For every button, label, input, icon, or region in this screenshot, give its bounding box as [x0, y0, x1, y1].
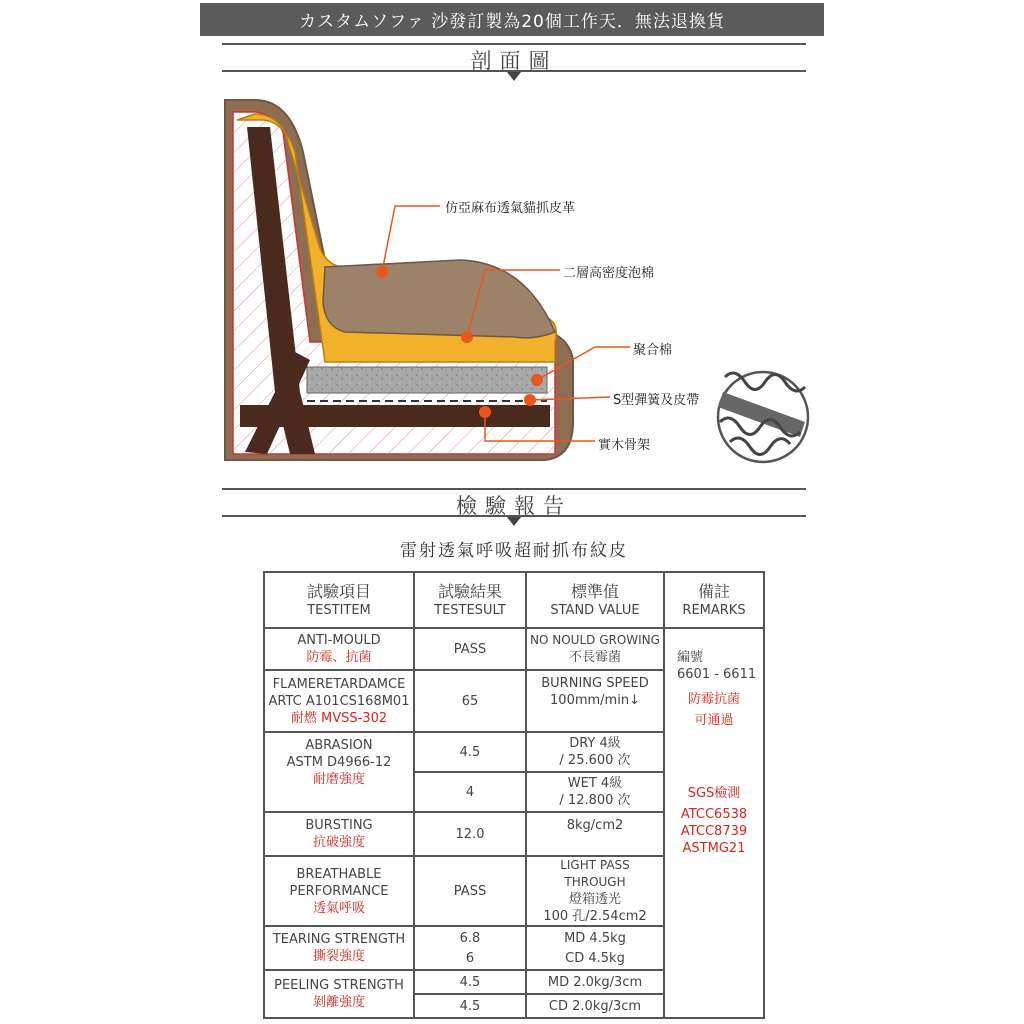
test-item-cell: TEARING STRENGTH 撕裂強度 — [264, 926, 414, 970]
standard-cell: MD 4.5kg CD 4.5kg — [526, 926, 664, 970]
standard-cell: WET 4級 / 12.800 次 — [526, 772, 664, 812]
standard-cell: MD 2.0kg/3cm — [526, 970, 664, 994]
result-cell: PASS — [414, 856, 526, 926]
callout-frame: 實木骨架 — [598, 438, 651, 453]
sofa-cross-section-diagram — [215, 92, 815, 472]
remarks-cell: 編號 6601 - 6611 防霉抗菌 可通過 SGS檢測 ATCC6538 ATCC8739 ASTMG21 — [664, 628, 764, 1018]
result-cell: 65 — [414, 670, 526, 732]
standard-cell: BURNING SPEED 100mm/min↓ — [526, 670, 664, 732]
standard-cell: DRY 4級 / 25.600 次 — [526, 732, 664, 772]
callout-foam: 二層高密度泡棉 — [563, 266, 655, 281]
test-item-cell: ANTI-MOULD 防霉、抗菌 — [264, 628, 414, 670]
section-arrow-icon — [507, 72, 521, 81]
test-item-cell: FLAMERETARDAMCE ARTC A101CS168M01 耐燃 MVSS-302 — [264, 670, 414, 732]
section-title-cross-section: 剖面圖 — [470, 49, 558, 73]
callout-fabric: 仿亞麻布透氣貓抓皮革 — [445, 201, 576, 216]
header-cell: 備註 REMARKS — [664, 572, 764, 628]
seat-cushion-top — [323, 260, 555, 338]
header-cell: 試驗結果 TESTESULT — [414, 572, 526, 628]
table-row — [264, 628, 764, 670]
header-cell: 標準值 STAND VALUE — [526, 572, 664, 628]
result-cell: 4.5 — [414, 970, 526, 994]
result-cell: 4 — [414, 772, 526, 812]
section-title-test-report: 檢驗報告 — [456, 494, 572, 518]
test-item-cell: BREATHABLE PERFORMANCE 透氣呼吸 — [264, 856, 414, 926]
callout-spring: S型彈簧及皮帶 — [613, 393, 700, 408]
spring-detail-icon — [718, 372, 808, 462]
section2-arrow-icon — [507, 517, 521, 526]
callout-cotton: 聚合棉 — [633, 343, 673, 358]
result-cell: PASS — [414, 628, 526, 670]
standard-cell: 8kg/cm2 — [526, 812, 664, 856]
header-cell: 試驗項目 TESTITEM — [264, 572, 414, 628]
cotton-layer — [307, 367, 547, 393]
result-cell: 12.0 — [414, 812, 526, 856]
standard-cell: LIGHT PASS THROUGH 燈箱透光 100 孔/2.54cm2 — [526, 856, 664, 926]
test-item-cell: BURSTING 抗破強度 — [264, 812, 414, 856]
test-report-table — [263, 571, 765, 1019]
standard-cell: CD 2.0kg/3cm — [526, 994, 664, 1018]
result-cell: 4.5 — [414, 994, 526, 1018]
result-cell: 4.5 — [414, 732, 526, 772]
result-cell: 6.8 6 — [414, 926, 526, 970]
report-title: 雷射透氣呼吸超耐抓布紋皮 — [400, 541, 628, 561]
test-item-cell: ABRASION ASTM D4966-12 耐磨強度 — [264, 732, 414, 812]
test-item-cell: PEELING STRENGTH 剝離強度 — [264, 970, 414, 1018]
table-header-row — [264, 572, 764, 628]
standard-cell: NO NOULD GROWING 不長霉菌 — [526, 628, 664, 670]
top-banner: カスタムソファ 沙發訂製為20個工作天．無法退換貨 — [200, 3, 824, 36]
